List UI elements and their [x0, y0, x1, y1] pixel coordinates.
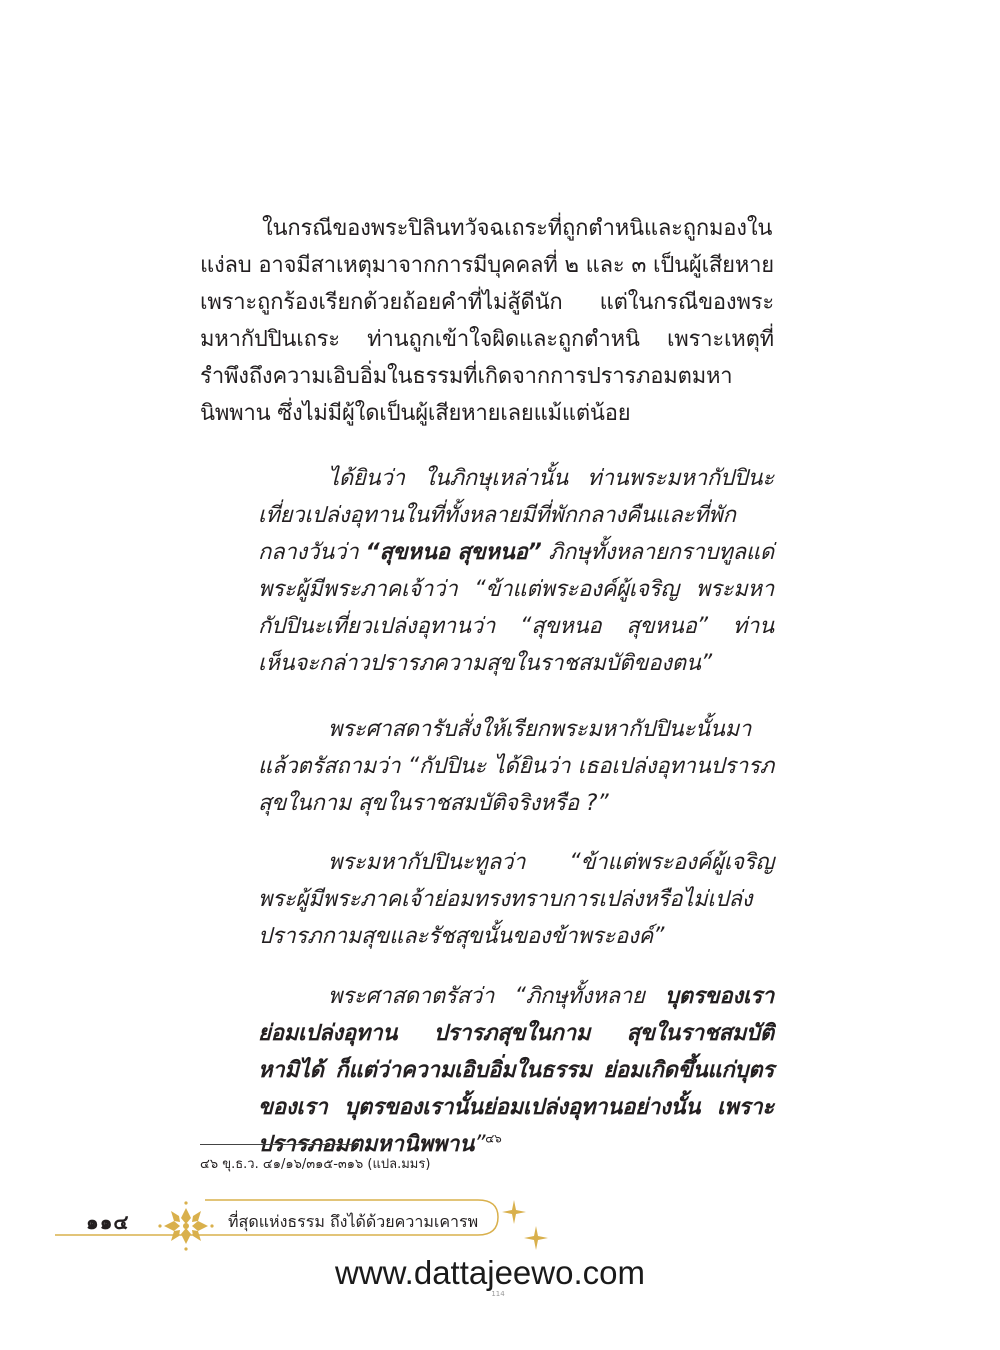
sparkle-icon	[502, 1198, 550, 1252]
book-title: ที่สุดแห่งธรรม ถึงได้ด้วยความเคารพ	[228, 1212, 479, 1231]
quote-paragraph-3: พระมหากัปปินะทูลว่า “ข้าแต่พระองค์ผู้เจริญ พระผู้มีพระภาคเจ้าย่อมทรงทราบการเปล่งหรือไม่เปล่งปรารภกามสุขและรัชสุขนั้นของข้าพระองค์”	[258, 850, 774, 949]
footnote-reference: ๔๖	[485, 1131, 502, 1146]
quote-1-text-b: ภิกษุทั้งหลายกราบทูลแด่พระผู้มีพระภาคเจ้าว่า “ข้าแต่พระองค์ผู้เจริญ พระมหากัปปินะเที่ยวเปล่งอุทานว่า “สุขหนอ สุขหนอ” ท่านเห็นจะกล่าวปรารภความสุขในราชสมบัติของตน”	[258, 540, 774, 676]
quote-4-closing-mark: ”	[474, 1132, 486, 1157]
flower-ornament-icon	[158, 1200, 214, 1252]
footnote-divider	[200, 1144, 358, 1145]
quote-4-text-a: พระศาสดาตรัสว่า “ภิกษุทั้งหลาย	[328, 984, 666, 1009]
quote-paragraph-4	[258, 978, 774, 1163]
page-number: ๑๑๔	[86, 1210, 130, 1234]
quote-1-text-a: ได้ยินว่า ในภิกษุเหล่านั้น ท่านพระมหากัปปินะเที่ยวเปล่งอุทานในที่ทั้งหลายมีที่พักกลางคืนและที่พักกลางวันว่า	[258, 466, 774, 565]
quote-4-bold-text: บุตรของเราย่อมเปล่งอุทาน ปรารภสุขในกาม สุขในราชสมบัติหามิได้ ก็แต่ว่าความเอิบอิ่มในธรรม ย่อมเกิดขึ้นแก่บุตรของเรา บุตรของเรานั้นย่อมเปล่งอุทานอย่างนั้น เพราะปรารภอมตมหานิพพาน	[258, 984, 774, 1157]
small-page-number: 114	[491, 1290, 505, 1298]
website-url: www.dattajeewo.com	[335, 1254, 645, 1291]
footnote: ๔๖ ขุ.ธ.ว. ๔๑/๑๖/๓๑๕-๓๑๖ (แปล.มมร)	[200, 1157, 431, 1172]
quote-paragraph-1	[258, 460, 774, 682]
quote-paragraph-2: พระศาสดารับสั่งให้เรียกพระมหากัปปินะนั้นมาแล้วตรัสถามว่า “กัปปินะ ได้ยินว่า เธอเปล่งอุทานปรารภสุขในกาม สุขในราชสมบัติจริงหรือ ?”	[258, 717, 774, 816]
quote-1-bold-phrase: “สุขหนอ สุขหนอ”	[365, 540, 542, 565]
intro-paragraph: ในกรณีของพระปิลินทวัจฉเถระที่ถูกตำหนิและถูกมองในแง่ลบ อาจมีสาเหตุมาจากการมีบุคคลที่ ๒ และ ๓ เป็นผู้เสียหาย เพราะถูกร้องเรียกด้วยถ้อยคำที่ไม่สู้ดีนัก แต่ในกรณีของพระมหากัปปินเถระ ท่านถูกเข้าใจผิดและถูกตำหนิ เพราะเหตุที่รำพึงถึงความเอิบอิ่มในธรรมที่เกิดจากการปรารภอมตมหานิพพาน ซึ่งไม่มีผู้ใดเป็นผู้เสียหายเลยแม้แต่น้อย	[200, 216, 774, 426]
